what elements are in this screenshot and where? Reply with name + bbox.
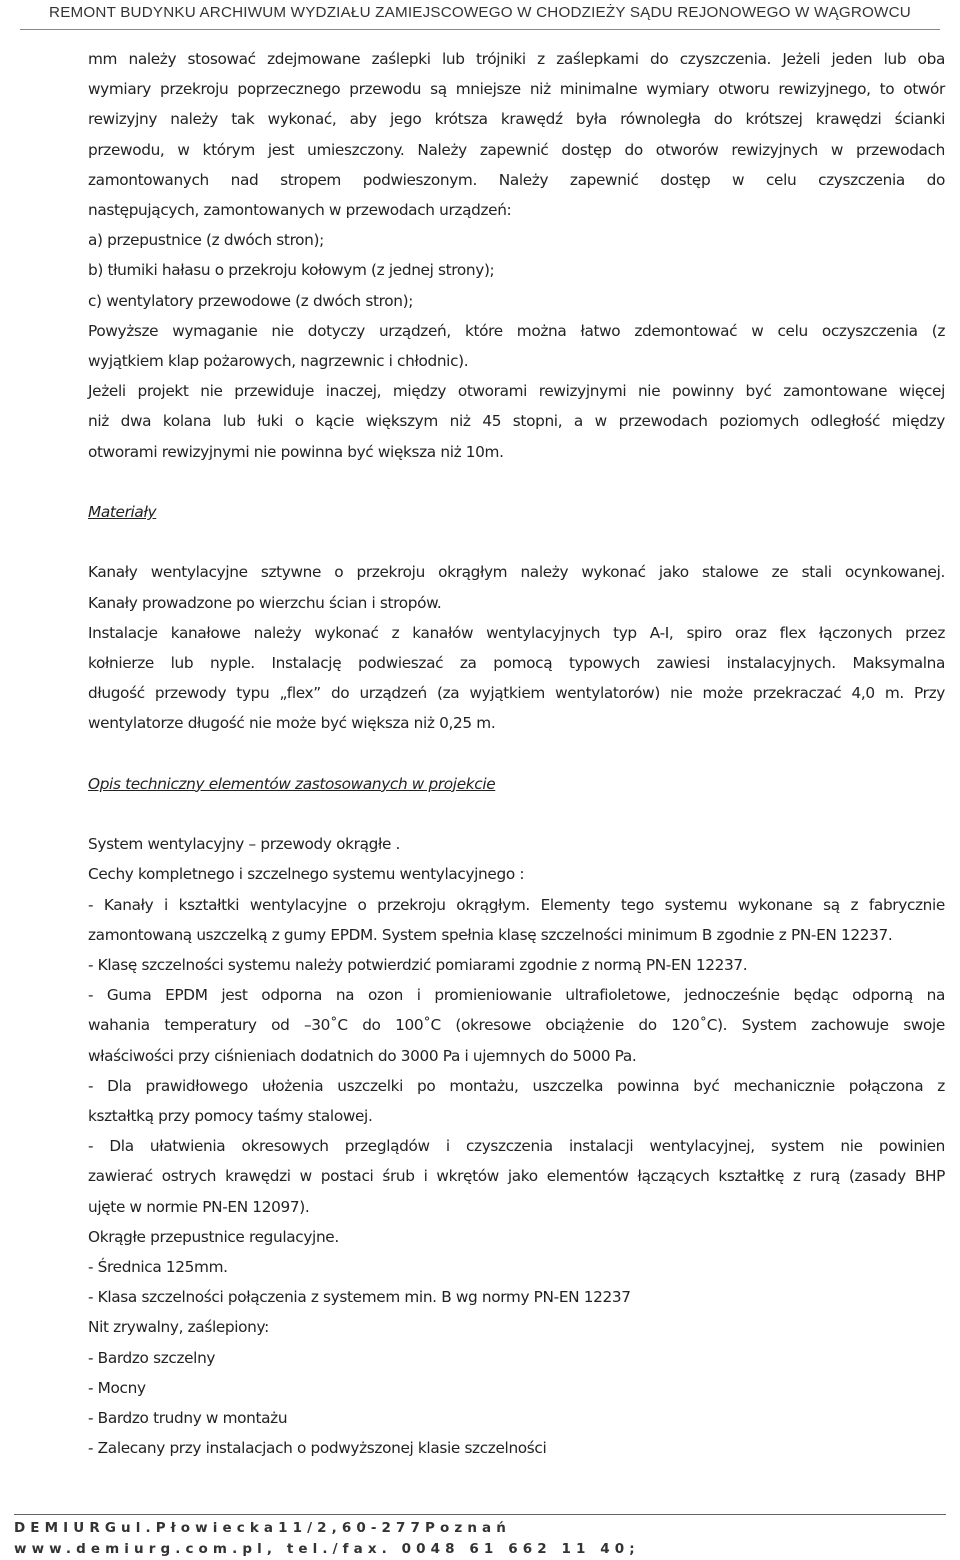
list-item: - Bardzo szczelny xyxy=(88,1348,216,1367)
body-line: - Guma EPDM jest odporna na ozon i promieniowanie ultrafioletowe, jednocześnie będąc odporną na xyxy=(88,986,945,1005)
header-divider xyxy=(20,29,940,30)
body-line: Nit zrywalny, zaślepiony: xyxy=(88,1318,269,1337)
body-line: - Dla ułatwienia okresowych przeglądów i czyszczenia instalacji wentylacyjnej, system nie powinien xyxy=(88,1137,945,1156)
body-line: ujęte w normie PN-EN 12097). xyxy=(88,1197,310,1216)
body-line: zamontowaną uszczelką z gumy EPDM. System spełnia klasę szczelności minimum B zgodnie z PN-EN 12237. xyxy=(88,925,893,944)
list-item: - Mocny xyxy=(88,1378,146,1397)
list-item: - Klasa szczelności połączenia z systemem min. B wg normy PN-EN 12237 xyxy=(88,1288,631,1307)
list-item: c) wentylatory przewodowe (z dwóch stron); xyxy=(88,291,414,310)
body-line: Jeżeli projekt nie przewiduje inaczej, między otworami rewizyjnymi nie powinny być zamontowane więcej xyxy=(88,382,945,401)
list-item: - Średnica 125mm. xyxy=(88,1258,228,1277)
body-line: zawierać ostrych krawędzi w postaci śrub i wkrętów jako elementów łączących kształtkę z rurą (zasady BHP xyxy=(88,1167,945,1186)
body-line: otworami rewizyjnymi nie powinna być większa niż 10m. xyxy=(88,442,504,461)
list-item: a) przepustnice (z dwóch stron); xyxy=(88,231,324,250)
body-line: Instalacje kanałowe należy wykonać z kanałów wentylacyjnych typ A-I, spiro oraz flex łączonych przez xyxy=(88,623,945,642)
body-line: mm należy stosować zdejmowane zaślepki lub trójniki z zaślepkami do czyszczenia. Jeżeli jeden lub oba xyxy=(88,50,945,68)
list-item: b) tłumiki hałasu o przekroju kołowym (z jednej strony); xyxy=(88,261,495,280)
body-line: niż dwa kolana lub łuki o kącie większym niż 45 stopni, a w przewodach poziomych odległość między xyxy=(88,412,945,431)
footer-divider xyxy=(14,1514,946,1515)
list-item: - Zalecany przy instalacjach o podwyższonej klasie szczelności xyxy=(88,1439,547,1458)
body-line: wyjątkiem klap pożarowych, nagrzewnic i chłodnic). xyxy=(88,352,469,371)
body-line: - Klasę szczelności systemu należy potwierdzić pomiarami zgodnie z normą PN-EN 12237. xyxy=(88,956,748,975)
section-heading-technical: Opis techniczny elementów zastosowanych w projekcie xyxy=(88,774,496,793)
body-line: System wentylacyjny – przewody okrągłe . xyxy=(88,835,401,854)
page-header: REMONT BUDYNKU ARCHIWUM WYDZIAŁU ZAMIEJSCOWEGO W CHODZIEŻY SĄDU REJONOWEGO W WĄGROWCU xyxy=(49,4,911,21)
body-line: - Dla prawidłowego ułożenia uszczelki po montażu, uszczelka powinna być mechanicznie połączona z xyxy=(88,1076,945,1095)
list-item: - Bardzo trudny w montażu xyxy=(88,1409,288,1428)
section-heading-materials: Materiały xyxy=(88,503,157,522)
body-line: kołnierze lub nyple. Instalację podwieszać za pomocą typowych zawiesi instalacyjnych. Maksymalna xyxy=(88,654,945,673)
body-line: rewizyjny należy tak wykonać, aby jego krótsza krawędź była równoległa do krótszej krawędzi ścianki xyxy=(88,110,945,129)
body-line: właściwości przy ciśnieniach dodatnich do 3000 Pa i ujemnych do 5000 Pa. xyxy=(88,1046,637,1065)
body-line: Powyższe wymaganie nie dotyczy urządzeń, które można łatwo zdemontować w celu oczyszczenia (z xyxy=(88,321,945,340)
body-line: przewodu, w którym jest umieszczony. Należy zapewnić dostęp do otworów rewizyjnych w przewodach xyxy=(88,140,945,159)
body-line: wahania temperatury od –30˚C do 100˚C (okresowe obciążenie do 120˚C). System zachowuje swoje xyxy=(88,1016,945,1035)
body-line: zamontowanych nad stropem podwieszonym. Należy zapewnić dostęp w celu czyszczenia do xyxy=(88,170,945,189)
body-line: Okrągłe przepustnice regulacyjne. xyxy=(88,1227,339,1246)
body-line: kształtką przy pomocy taśmy stalowej. xyxy=(88,1107,373,1126)
body-line: Kanały prowadzone po wierzchu ścian i stropów. xyxy=(88,593,442,612)
document-body xyxy=(88,44,945,1463)
body-line: Cechy kompletnego i szczelnego systemu wentylacyjnego : xyxy=(88,865,525,884)
body-line: wymiary przekroju poprzecznego przewodu są mniejsze niż minimalne wymiary otworu rewizyjnego, to otwór xyxy=(88,80,945,99)
body-line: - Kanały i kształtki wentylacyjne o przekroju okrągłym. Elementy tego systemu wykonane są z fabrycznie xyxy=(88,895,945,914)
body-line: następujących, zamontowanych w przewodach urządzeń: xyxy=(88,201,512,220)
footer-address: DEMIURGul.Płowiecka11/2,60-277Poznań xyxy=(14,1520,511,1536)
body-line: wentylatorze długość nie może być większa niż 0,25 m. xyxy=(88,714,496,733)
body-line: długość przewody typu „flex” do urządzeń (za wyjątkiem wentylatorów) nie może przekraczać 4,0 m. Przy xyxy=(88,684,945,703)
body-line: Kanały wentylacyjne sztywne o przekroju okrągłym należy wykonać jako stalowe ze stali ocynkowanej. xyxy=(88,563,945,582)
footer-contact: www.demiurg.com.pl, tel./fax. 0048 61 662 11 40; xyxy=(14,1541,640,1557)
